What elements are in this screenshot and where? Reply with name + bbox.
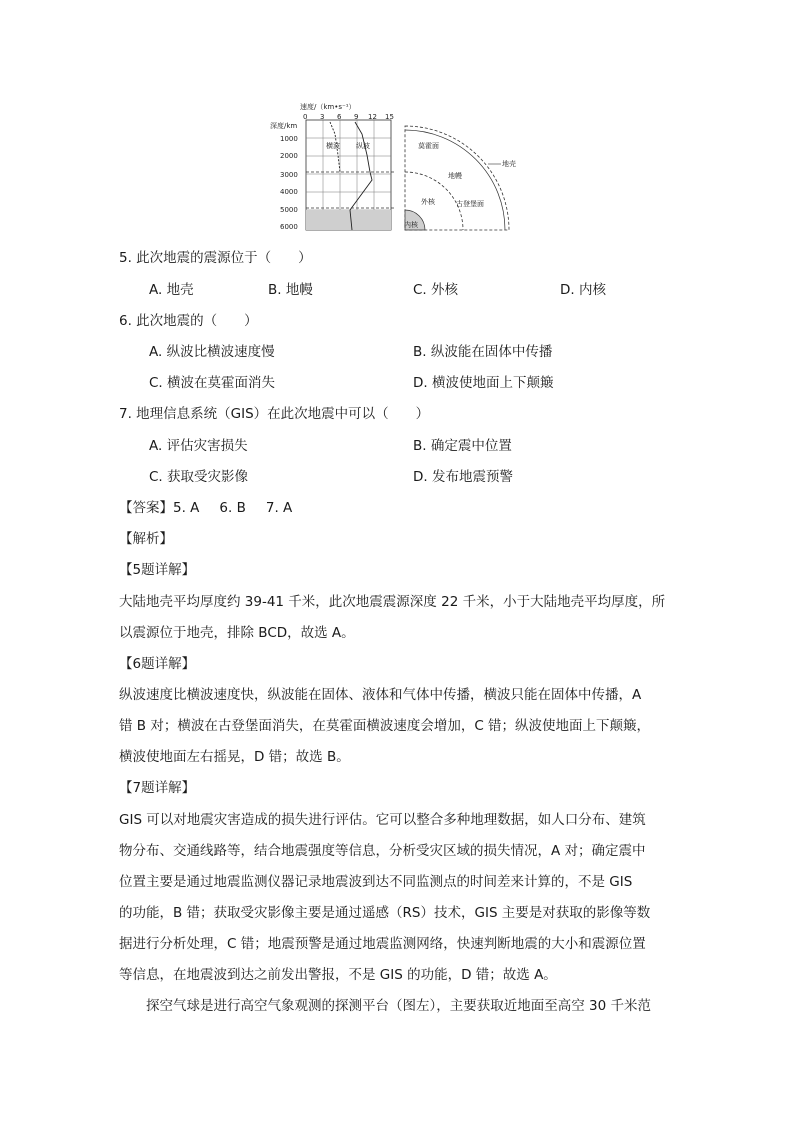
speed-tick: 3 bbox=[320, 113, 325, 121]
seismic-wave-diagram bbox=[270, 100, 540, 235]
q5-option-b[interactable]: B. 地幔 bbox=[268, 282, 313, 298]
s-wave-label: 横波 bbox=[326, 142, 340, 150]
q7-option-a[interactable]: A. 评估灾害损失 bbox=[149, 438, 248, 454]
q5-stem: 5. 此次地震的震源位于（ ） bbox=[119, 250, 312, 266]
q7-option-b[interactable]: B. 确定震中位置 bbox=[413, 438, 512, 454]
p-wave-label: 纵波 bbox=[356, 142, 370, 150]
detail7-line: GIS 可以对地震灾害造成的损失进行评估。它可以整合多种地理数据，如人口分布、建筑 bbox=[119, 812, 646, 828]
detail5-line: 大陆地壳平均厚度约 39-41 千米，此次地震震源深度 22 千米，小于大陆地壳平均厚度，所 bbox=[119, 594, 666, 610]
depth-axis-label: 深度/km bbox=[270, 122, 298, 130]
gutenberg-label: 古登堡面 bbox=[456, 200, 484, 208]
q6-option-a[interactable]: A. 纵波比横波速度慢 bbox=[149, 344, 275, 360]
q7-option-c[interactable]: C. 获取受灾影像 bbox=[149, 469, 249, 485]
depth-tick: 5000 bbox=[280, 206, 298, 214]
depth-tick: 6000 bbox=[280, 223, 298, 231]
speed-tick: 12 bbox=[368, 113, 377, 121]
mantle-label: 地幔 bbox=[448, 172, 462, 180]
detail5-title: 【5题详解】 bbox=[119, 562, 196, 578]
detail7-line: 的功能，B 错；获取受灾影像主要是通过遥感（RS）技术，GIS 主要是对获取的影像等数 bbox=[119, 905, 651, 921]
outer-core-label: 外核 bbox=[421, 198, 435, 206]
speed-tick: 6 bbox=[337, 113, 342, 121]
depth-tick: 1000 bbox=[280, 135, 298, 143]
earth-interior-figure bbox=[270, 100, 540, 235]
speed-axis-label: 速度/（km•s⁻¹） bbox=[300, 103, 356, 111]
depth-ticks bbox=[280, 135, 298, 231]
detail6-line: 横波使地面左右摇晃，D 错；故选 B。 bbox=[119, 749, 350, 765]
detail7-title: 【7题详解】 bbox=[119, 780, 196, 796]
depth-tick: 2000 bbox=[280, 152, 298, 160]
crust-label: 地壳 bbox=[502, 160, 516, 168]
speed-tick: 15 bbox=[385, 113, 394, 121]
answer-7: 7. A bbox=[265, 500, 293, 516]
depth-tick: 3000 bbox=[280, 171, 298, 179]
speed-tick: 9 bbox=[354, 113, 359, 121]
detail6-line: 错 B 对；横波在古登堡面消失，在莫霍面横波速度会增加，C 错；纵波使地面上下颠簸， bbox=[119, 718, 651, 734]
next-paragraph: 探空气球是进行高空气象观测的探测平台（图左），主要获取近地面至高空 30 千米范 bbox=[119, 998, 652, 1014]
detail7-line: 据进行分析处理，C 错；地震预警是通过地震监测网络，快速判断地震的大小和震源位置 bbox=[119, 936, 646, 952]
q5-option-a[interactable]: A. 地壳 bbox=[149, 282, 194, 298]
q6-option-c[interactable]: C. 横波在莫霍面消失 bbox=[149, 375, 276, 391]
answer-line bbox=[119, 499, 312, 517]
q7-option-d[interactable]: D. 发布地震预警 bbox=[413, 469, 513, 485]
q7-stem: 7. 地理信息系统（GIS）在此次地震中可以（ ） bbox=[119, 406, 430, 422]
detail6-title: 【6题详解】 bbox=[119, 656, 196, 672]
detail7-line: 物分布、交通线路等，结合地震强度等信息，分析受灾区域的损失情况，A 对；确定震中 bbox=[119, 843, 646, 859]
answer-5: 5. A bbox=[173, 500, 200, 516]
moho-label: 莫霍面 bbox=[418, 142, 439, 150]
q6-stem: 6. 此次地震的（ ） bbox=[119, 313, 258, 329]
q6-option-d[interactable]: D. 横波使地面上下颠簸 bbox=[413, 375, 554, 391]
q6-option-b[interactable]: B. 纵波能在固体中传播 bbox=[413, 344, 553, 360]
core-shading bbox=[306, 210, 391, 230]
q5-option-d[interactable]: D. 内核 bbox=[560, 282, 606, 298]
detail5-line: 以震源位于地壳，排除 BCD，故选 A。 bbox=[119, 625, 355, 641]
inner-core-label: 内核 bbox=[404, 221, 418, 229]
speed-tick: 0 bbox=[303, 113, 308, 121]
answer-label: 【答案】 bbox=[119, 500, 173, 516]
analysis-label: 【解析】 bbox=[119, 531, 173, 547]
detail7-line: 位置主要是通过地震监测仪器记录地震波到达不同监测点的时间差来计算的，不是 GIS bbox=[119, 874, 633, 890]
q5-option-c[interactable]: C. 外核 bbox=[413, 282, 459, 298]
answer-6: 6. B bbox=[219, 500, 246, 516]
depth-tick: 4000 bbox=[280, 188, 298, 196]
detail7-line: 等信息，在地震波到达之前发出警报，不是 GIS 的功能，D 错；故选 A。 bbox=[119, 967, 557, 983]
detail6-line: 纵波速度比横波速度快，纵波能在固体、液体和气体中传播，横波只能在固体中传播，A bbox=[119, 687, 642, 703]
